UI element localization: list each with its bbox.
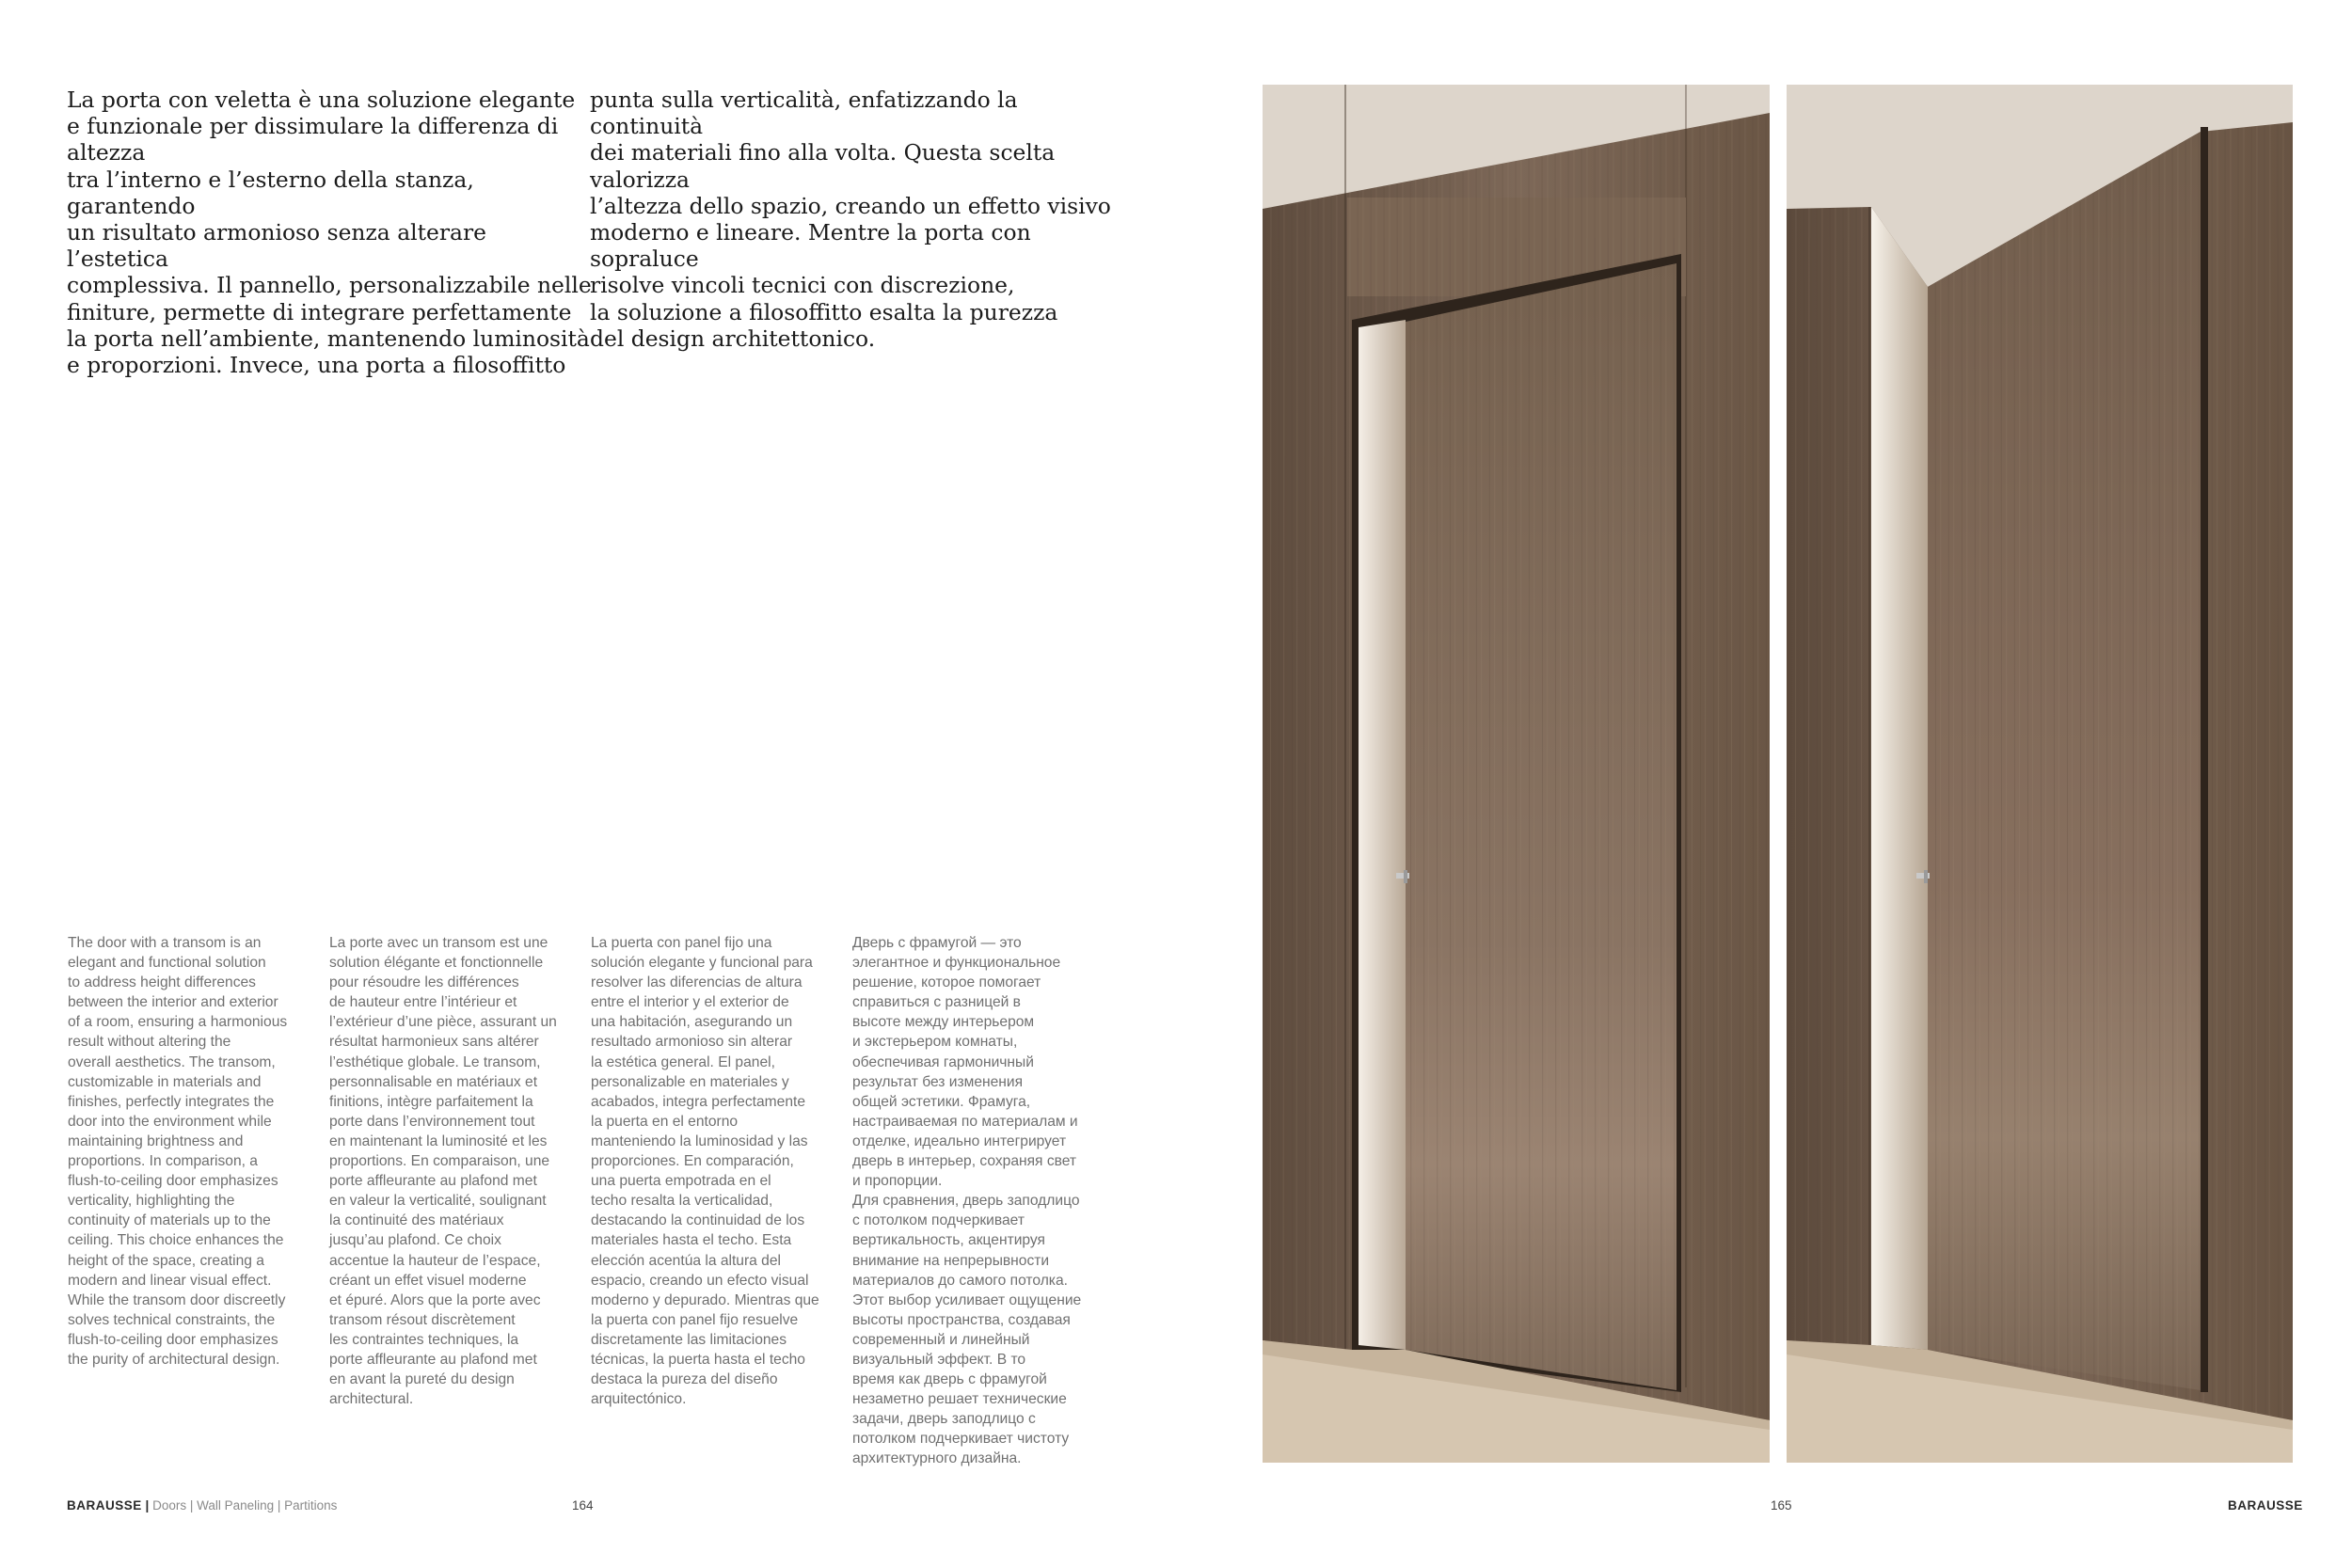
text-russian: Дверь с фрамугой — это элегантное и функциональное решение, которое помогает справиться с разницей в высоте между интерьером и экстерьером комнаты, обеспечивая гармоничный результат без изменения общей эстетики. Фрамуга, настраиваемая по материалам и отделке, идеально интегрирует дверь в интерьер, сохраняя свет и пропорции. Для сравнения, дверь заподлицо с потолком подчеркивает вертикальность, акцентируя внимание на непрерывности материалов до самого потолка. Этот выбор усиливает ощущение высоты пространства, создавая современный и линейный визуальный эффект. В то время как дверь с фрамугой незаметно решает технические задачи, дверь заподлицо с потолком подчеркивает чистоту архитектурного дизайна.: [852, 935, 1082, 1467]
footer-subtitle: Doors | Wall Paneling | Partitions: [152, 1498, 338, 1513]
flush-ceiling-door-illustration: [1787, 85, 2293, 1463]
text-french: La porte avec un transom est une solution élégante et fonctionnelle pour résoudre les différences de hauteur entre l’intérieur et l’extérieur d’une pièce, assurant un résultat harmonieux sans altérer l’esthétique globale. Le transom, personnalisable en matériaux et finitions, intègre parfaitement la porte dans l’environnement tout en maintenant la luminosité et les proportions. En comparaison, une porte affleurante au plafond met en valeur la verticalité, soulignant la continuité des matériaux jusqu’au plafond. Ce choix accentue la hauteur de l’espace, créant un effet visuel moderne et épuré. Alors que la porte avec transom résout discrètement les contraintes techniques, la porte affleurante au plafond met en avant la pureté du design architectural.: [329, 935, 557, 1408]
intro-italian-col1: La porta con veletta è una soluzione elegante e funzionale per dissimulare la differenza di altezza tra l’interno e l’esterno della stanza, garantendo un risultato armonioso senza alterare l’estetica complessiva. Il pannello, personalizzabile nelle finiture, permette di integrare perfettamente la porta nell’ambiente, mantenendo luminosità e proporzioni. Invece, una porta a filosoffitto: [67, 87, 592, 379]
transom-door-illustration: [1263, 85, 1770, 1463]
transom-door-photo: [1263, 85, 1770, 1463]
flush-ceiling-door-photo: [1787, 85, 2293, 1463]
page-number-left: 164: [572, 1498, 594, 1513]
footer-left-brand: [67, 1498, 337, 1513]
brand-label: BARAUSSE: [67, 1498, 142, 1513]
page-number-right: 165: [1771, 1498, 1792, 1513]
text-spanish: La puerta con panel fijo una solución elegante y funcional para resolver las diferencias de altura entre el interior y el exterior de una habitación, asegurando un resultado armonioso sin alterar la estética general. El panel, personalizable en materiales y acabados, integra perfectamente la puerta en el entorno manteniendo la luminosidad y las proporciones. En comparación, una puerta empotrada en el techo resalta la verticalidad, destacando la continuidad de los materiales hasta el techo. Esta elección acentúa la altura del espacio, creando un efecto visual moderno y depurado. Mientras que la puerta con panel fijo resuelve discretamente las limitaciones técnicas, la puerta hasta el techo destaca la pureza del diseño arquitectónico.: [591, 935, 819, 1408]
footer-separator: |: [145, 1498, 150, 1513]
brand-label-right: BARAUSSE: [2228, 1498, 2303, 1513]
text-english: The door with a transom is an elegant and functional solution to address height differences between the interior and exterior of a room, ensuring a harmonious result without altering the overall aesthetics. The transom, customizable in materials and finishes, perfectly integrates the door into the environment while maintaining brightness and proportions. In comparison, a flush-to-ceiling door emphasizes verticality, highlighting the continuity of materials up to the ceiling. This choice enhances the height of the space, creating a modern and linear visual effect. While the transom door discreetly solves technical constraints, the flush-to-ceiling door emphasizes the purity of architectural design.: [68, 935, 288, 1368]
intro-italian-col2: punta sulla verticalità, enfatizzando la continuità dei materiali fino alla volta. Questa scelta valorizza l’altezza dello spazio, creando un effetto visivo moderno e lineare. Mentre la porta con sopraluce risolve vincoli tecnici con discrezione, la soluzione a filosoffitto esalta la purezza del design architettonico.: [590, 87, 1111, 352]
footer-right-brand: [2228, 1498, 2303, 1513]
